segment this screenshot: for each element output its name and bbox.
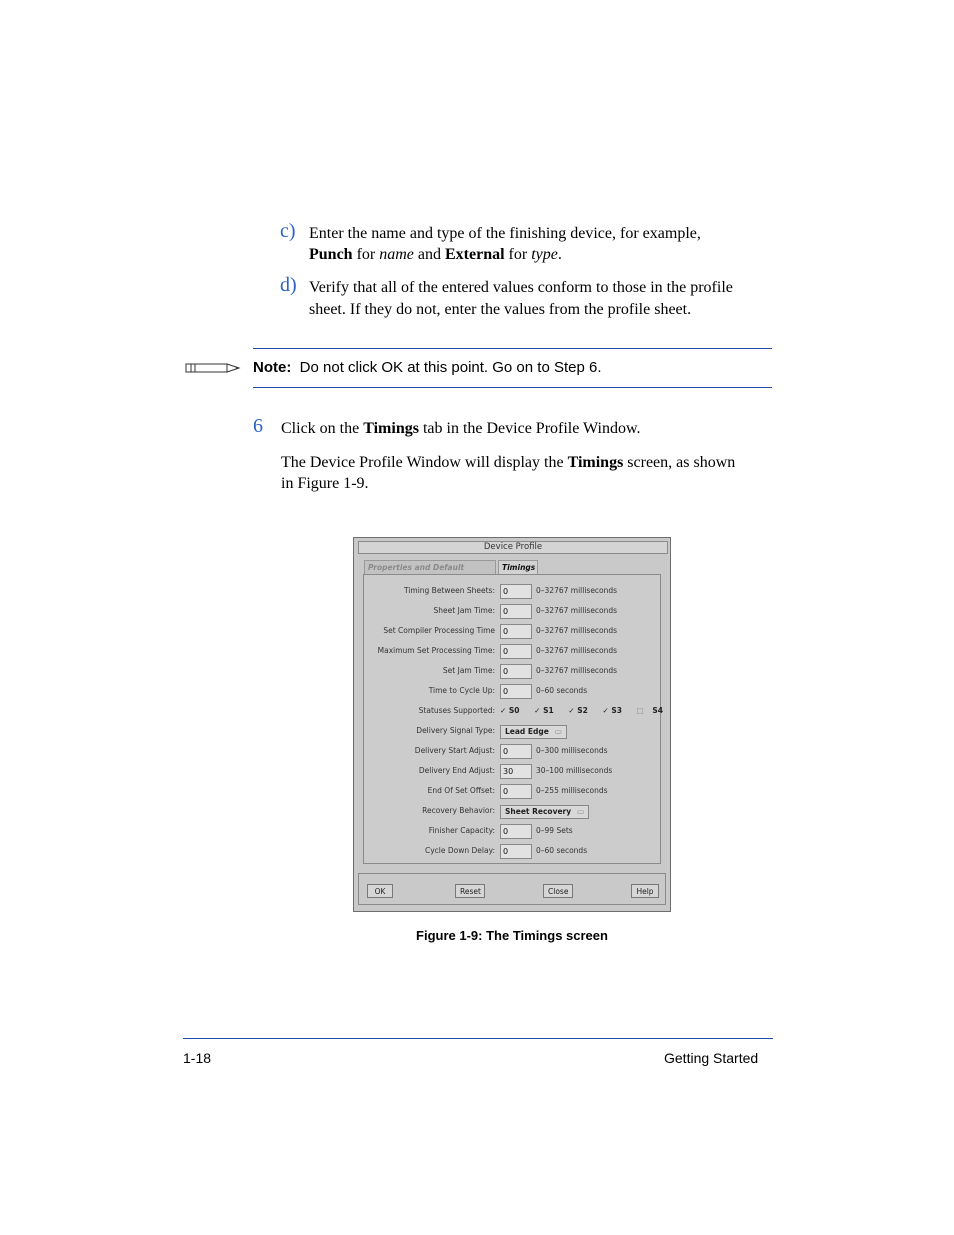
step-6-para2: [281, 452, 781, 494]
note-text: Do not click OK at this point. Go on to Step 6.: [299, 359, 602, 376]
row-range: 0–60 seconds: [536, 846, 588, 855]
note: [253, 359, 602, 376]
row-range: 0–32767 milliseconds: [536, 606, 618, 615]
dropdown-value: Lead Edge: [505, 727, 549, 736]
status-s4-checkbox[interactable]: □ S4: [636, 706, 663, 715]
row-range: 0–32767 milliseconds: [536, 586, 618, 595]
section-name: Getting Started: [664, 1050, 759, 1066]
row-range: 0–60 seconds: [536, 686, 588, 695]
step-d-line1: Verify that all of the entered values conform to those in the profile: [309, 279, 733, 296]
p2-timings: Timings: [567, 454, 624, 471]
step-6-marker: 6: [253, 415, 263, 437]
step-c-marker: c): [280, 220, 296, 242]
row-range: 0–32767 milliseconds: [536, 626, 618, 635]
page-number: 1-18: [183, 1050, 212, 1066]
row-label: Time to Cycle Up:: [428, 686, 495, 695]
step-d-text: [309, 277, 779, 320]
note-label: Note:: [253, 359, 292, 376]
step-d-marker: d): [280, 274, 297, 296]
timings-term: Timings: [363, 420, 419, 437]
row-label: Statuses Supported:: [418, 706, 495, 715]
device-profile-dialog: [353, 537, 671, 912]
row-label: Delivery Signal Type:: [416, 726, 495, 735]
status-s2-label: S2: [577, 706, 588, 715]
punch-term: Punch: [309, 246, 353, 263]
status-s3-label: S3: [611, 706, 622, 715]
timing-between-sheets-input[interactable]: 0: [500, 584, 532, 599]
text-and: and: [413, 246, 445, 263]
row-set-compiler-processing-time: [364, 623, 660, 641]
status-s1-checkbox[interactable]: ✓ S1: [534, 706, 554, 715]
help-button[interactable]: Help: [631, 884, 659, 898]
footer-rule: [183, 1038, 773, 1039]
row-label: Finisher Capacity:: [428, 826, 495, 835]
row-label: Recovery Behavior:: [422, 806, 495, 815]
maximum-set-processing-time-input[interactable]: 0: [500, 644, 532, 659]
type-term: type: [531, 246, 558, 263]
text-period: .: [557, 246, 562, 263]
status-s4-label: S4: [652, 706, 663, 715]
finisher-capacity-input[interactable]: 0: [500, 824, 532, 839]
status-s3-checkbox[interactable]: ✓ S3: [602, 706, 622, 715]
row-range: 0–300 milliseconds: [536, 746, 608, 755]
delivery-start-adjust-input[interactable]: 0: [500, 744, 532, 759]
row-label: Delivery Start Adjust:: [414, 746, 495, 755]
dropdown-arrow-icon: ▭: [577, 807, 585, 816]
row-recovery-behavior: [364, 803, 660, 821]
set-jam-time-input[interactable]: 0: [500, 664, 532, 679]
name-term: name: [379, 246, 414, 263]
recovery-behavior-dropdown[interactable]: [500, 805, 589, 819]
timings-panel: [363, 574, 661, 864]
row-statuses-supported: [364, 703, 663, 721]
row-label: Set Jam Time:: [442, 666, 495, 675]
row-set-jam-time: [364, 663, 660, 681]
status-s2-checkbox[interactable]: ✓ S2: [568, 706, 588, 715]
step-d-line2: sheet. If they do not, enter the values from the profile sheet.: [309, 301, 692, 318]
row-label: Set Compiler Processing Time: [383, 626, 495, 635]
external-term: External: [445, 246, 505, 263]
reset-button[interactable]: Reset: [455, 884, 485, 898]
row-range: 0–255 milliseconds: [536, 786, 608, 795]
row-label: Timing Between Sheets:: [403, 586, 495, 595]
status-s0-checkbox[interactable]: ✓ S0: [500, 706, 520, 715]
close-button[interactable]: Close: [543, 884, 573, 898]
text-for: for: [352, 246, 380, 263]
dropdown-arrow-icon: ▭: [554, 727, 562, 736]
dialog-button-bar: [358, 873, 666, 905]
step-c-line2: [309, 244, 779, 265]
step-6-para2-line1: [281, 452, 781, 473]
row-range: 0–32767 milliseconds: [536, 666, 618, 675]
status-s1-label: S1: [543, 706, 554, 715]
set-compiler-processing-time-input[interactable]: 0: [500, 624, 532, 639]
step-6-text-a: Click on the: [281, 420, 364, 437]
note-top-rule: [253, 348, 772, 349]
row-label: Maximum Set Processing Time:: [377, 646, 495, 655]
note-bottom-rule: [253, 387, 772, 388]
dropdown-value: Sheet Recovery: [505, 807, 572, 816]
step-6-text: [281, 418, 781, 439]
status-s0-label: S0: [508, 706, 520, 715]
row-label: End Of Set Offset:: [427, 786, 495, 795]
tab-properties[interactable]: Properties and Default: [364, 560, 496, 574]
row-range: 30–100 milliseconds: [536, 766, 613, 775]
ok-button[interactable]: OK: [367, 884, 393, 898]
p2-b: screen, as shown: [623, 454, 736, 471]
cycle-down-delay-input[interactable]: 0: [500, 844, 532, 859]
sheet-jam-time-input[interactable]: 0: [500, 604, 532, 619]
status-checkboxes: [500, 706, 675, 715]
delivery-end-adjust-input[interactable]: 30: [500, 764, 532, 779]
tab-timings[interactable]: Timings: [498, 560, 538, 574]
row-label: Sheet Jam Time:: [433, 606, 495, 615]
row-cycle-down-delay: [364, 843, 660, 861]
row-delivery-signal-type: [364, 723, 660, 741]
row-time-to-cycle-up: [364, 683, 660, 701]
step-c-line1: Enter the name and type of the finishing device, for example,: [309, 225, 701, 242]
row-end-of-set-offset: [364, 783, 660, 801]
text-for-2: for: [504, 246, 532, 263]
step-6-text-b: tab in the Device Profile Window.: [418, 420, 641, 437]
delivery-signal-dropdown[interactable]: [500, 725, 567, 739]
row-delivery-start-adjust: [364, 743, 660, 761]
row-range: 0–99 Sets: [536, 826, 573, 835]
pencil-icon: [185, 360, 243, 381]
dialog-title: Device Profile: [358, 541, 668, 554]
row-timing-between-sheets: [364, 583, 660, 601]
figure-caption: Figure 1-9: The Timings screen: [416, 928, 608, 943]
row-delivery-end-adjust: [364, 763, 660, 781]
row-finisher-capacity: [364, 823, 660, 841]
time-to-cycle-up-input[interactable]: 0: [500, 684, 532, 699]
p2-a: The Device Profile Window will display the: [281, 454, 568, 471]
row-label: Cycle Down Delay:: [424, 846, 495, 855]
end-of-set-offset-input[interactable]: 0: [500, 784, 532, 799]
row-label: Delivery End Adjust:: [418, 766, 495, 775]
step-c-text: [309, 223, 779, 265]
row-sheet-jam-time: [364, 603, 660, 621]
row-range: 0–32767 milliseconds: [536, 646, 618, 655]
row-maximum-set-processing-time: [364, 643, 660, 661]
step-6-para2-line2: in Figure 1-9.: [281, 475, 369, 492]
